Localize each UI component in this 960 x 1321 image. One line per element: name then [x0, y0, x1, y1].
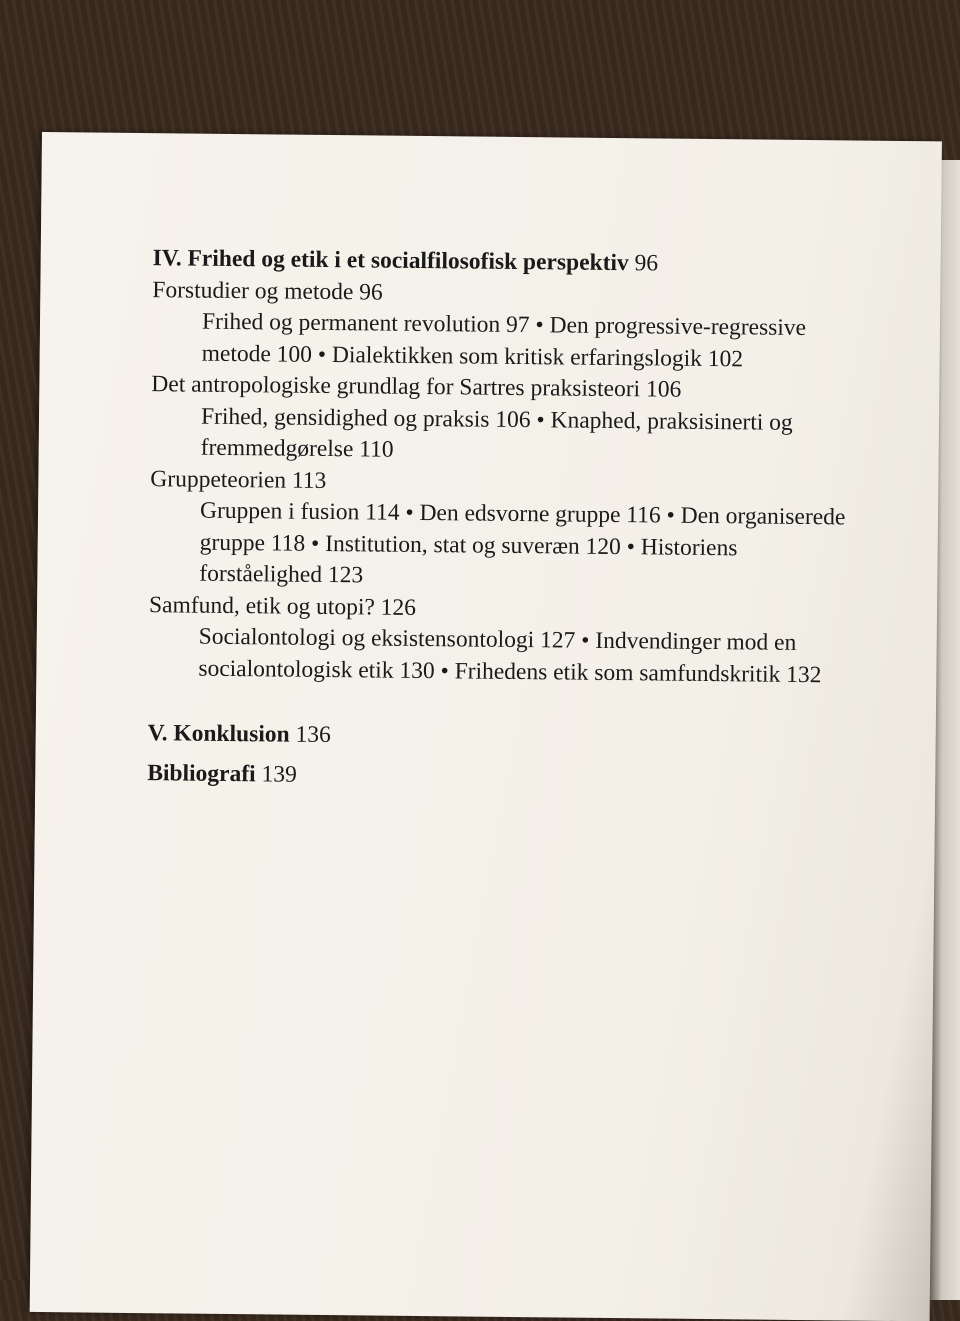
- table-of-contents: [147, 243, 853, 796]
- page-number: 96: [634, 250, 659, 277]
- chapter-title: Bibliografi: [147, 759, 256, 787]
- toc-subsections: Gruppen i fusion 114 • Den edsvorne gruppe 116 • Den organiserede gruppe 118 • Institution, stat og suveræn 120 • Historiens forståelighed 123: [199, 497, 846, 589]
- chapter-title: V. Konklusion: [147, 720, 290, 748]
- toc-subsections: Frihed og permanent revolution 97 • Den progressive-regressive metode 100 • Dialektikken som kritisk erfaringslogik 102: [201, 308, 807, 372]
- toc-subsections: Frihed, gensidighed og praksis 106 • Knaphed, praksisinerti og fremmedgørelse 110: [200, 403, 793, 463]
- page-number: 136: [295, 721, 331, 749]
- book-page: [30, 132, 942, 1321]
- page-number: 139: [261, 760, 297, 788]
- toc-section[interactable]: Forstudier og metode 96: [152, 276, 383, 306]
- toc-bibliography[interactable]: [147, 758, 847, 797]
- chapter-title: IV. Frihed og etik i et socialfilosofisk perspektiv: [152, 245, 629, 277]
- toc-section[interactable]: Det antropologiske grundlag for Sartres praksisteori 106: [151, 371, 682, 403]
- toc-subsections: Socialontologi og eksistensontologi 127 • Indvendinger mod en socialontologisk etik 130 • Frihedens etik som samfundskritik 132: [198, 623, 822, 688]
- toc-section[interactable]: Gruppeteorien 113: [150, 465, 327, 494]
- toc-section[interactable]: Samfund, etik og utopi? 126: [148, 591, 417, 621]
